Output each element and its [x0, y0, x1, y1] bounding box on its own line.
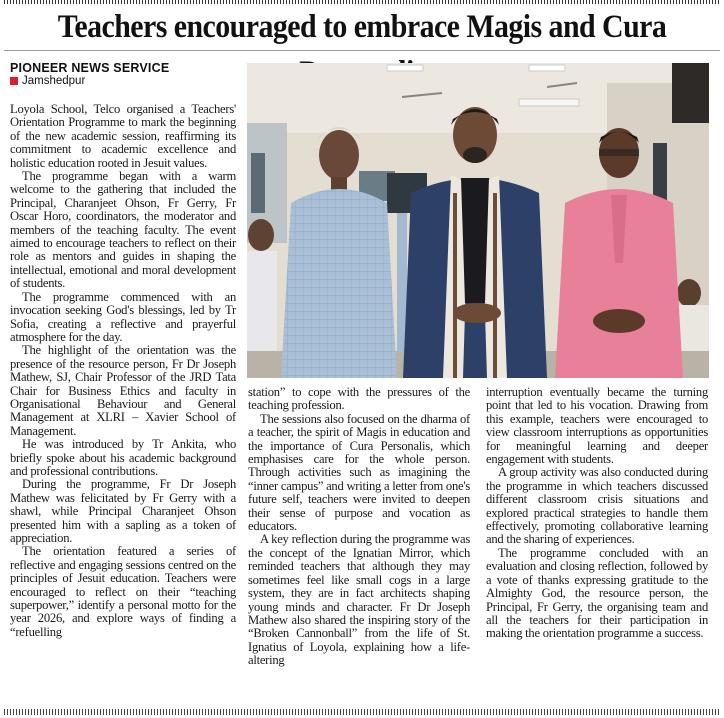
- paragraph: Loyola School, Telco organised a Teachers' Orientation Programme to mark the beginning of the new academic session, reaffirming its commitment to academic excellence and holistic education rooted in Jesuit values.: [10, 102, 236, 170]
- paragraph: The programme commenced with an invocation seeking God's blessings, led by Tr Sofia, creating a reflective and prayerful atmosphere for the day.: [10, 289, 236, 344]
- paragraph: The orientation featured a series of reflective and engaging sessions centred on the principles of Jesuit education. Teachers were encouraged to reflect on their “teaching superpower,” identify a personal motto for the year 2026, and explore ways of finding a “refuelling: [10, 544, 236, 639]
- paragraph: During the programme, Fr Dr Joseph Mathew was felicitated by Fr Gerry with a shawl, while Principal Charanjeet Ohson presented him with a sapling as a token of appreciation.: [10, 477, 236, 545]
- headline-divider: [4, 50, 720, 51]
- byline: PIONEER NEWS SERVICE: [10, 61, 170, 75]
- article-column-3: [486, 386, 708, 641]
- article-column-2: [248, 386, 470, 668]
- article-headline: Teachers encouraged to embrace Magis and Cura: [57, 9, 667, 45]
- article-photo: [247, 63, 709, 378]
- bottom-border-rule: [4, 709, 720, 715]
- paragraph: A key reflection during the programme was the concept of the Ignatian Mirror, which reminded teachers that although they may sometimes feel like small cogs in a large system, they are in fact architects shaping young minds and character. Fr Dr Joseph Mathew also shared the inspiring story of the “Broken Cannonball” from the life of St. Ignatius of Loyola, explaining how a life-altering: [248, 532, 470, 668]
- group-photo-icon: [247, 63, 709, 378]
- paragraph: station” to cope with the pressures of the teaching profession.: [248, 385, 470, 413]
- paragraph: A group activity was also conducted during the programme in which teachers discussed different classroom crisis situations and explored practical strategies to handle them effectively, promoting collaborative learning and the sharing of experiences.: [486, 465, 708, 547]
- paragraph: The programme began with a warm welcome to the gathering that included the Principal, Charanjeet Ohson, Fr Gerry, Fr Oscar Horo, coordinators, the moderator and members of the teaching faculty. The event aimed to encourage teachers to reflect on their role as mentors and guides in shaping the intellectual, emotional and moral development of students.: [10, 169, 236, 291]
- article-column-1: [10, 103, 236, 639]
- dateline-place: Jamshedpur: [22, 75, 86, 87]
- paragraph: The highlight of the orientation was the presence of the resource person, Fr Dr Joseph Mathew, SJ, Chair Professor of the JRD Tata Chair for Business Ethics and faculty in Organisational Behaviour and General Management at XLRI – Xavier School of Management.: [10, 343, 236, 438]
- dateline: [10, 75, 85, 87]
- paragraph: The sessions also focused on the dharma of a teacher, the spirit of Magis in education and the importance of Cura Personalis, which emphasises care for the whole person. Through activities such as imagining the “inner campus” and writing a letter from one's future self, teachers were invited to deepen their sense of purpose and vocation as educators.: [248, 411, 470, 534]
- paragraph: interruption eventually became the turning point that led to his vocation. Drawing from this example, teachers were encouraged to view classroom interruptions as opportunities for meaningful learning and deeper engagement with students.: [486, 385, 708, 467]
- paragraph: He was introduced by Tr Ankita, who briefly spoke about his academic background and professional contributions.: [10, 437, 236, 478]
- red-square-icon: [10, 77, 18, 85]
- paragraph: The programme concluded with an evaluation and closing reflection, followed by a vote of thanks expressing gratitude to the Almighty God, the resource person, the Principal, Fr Gerry, the organising team and all the teachers for their participation in making the orientation programme a success.: [486, 545, 708, 641]
